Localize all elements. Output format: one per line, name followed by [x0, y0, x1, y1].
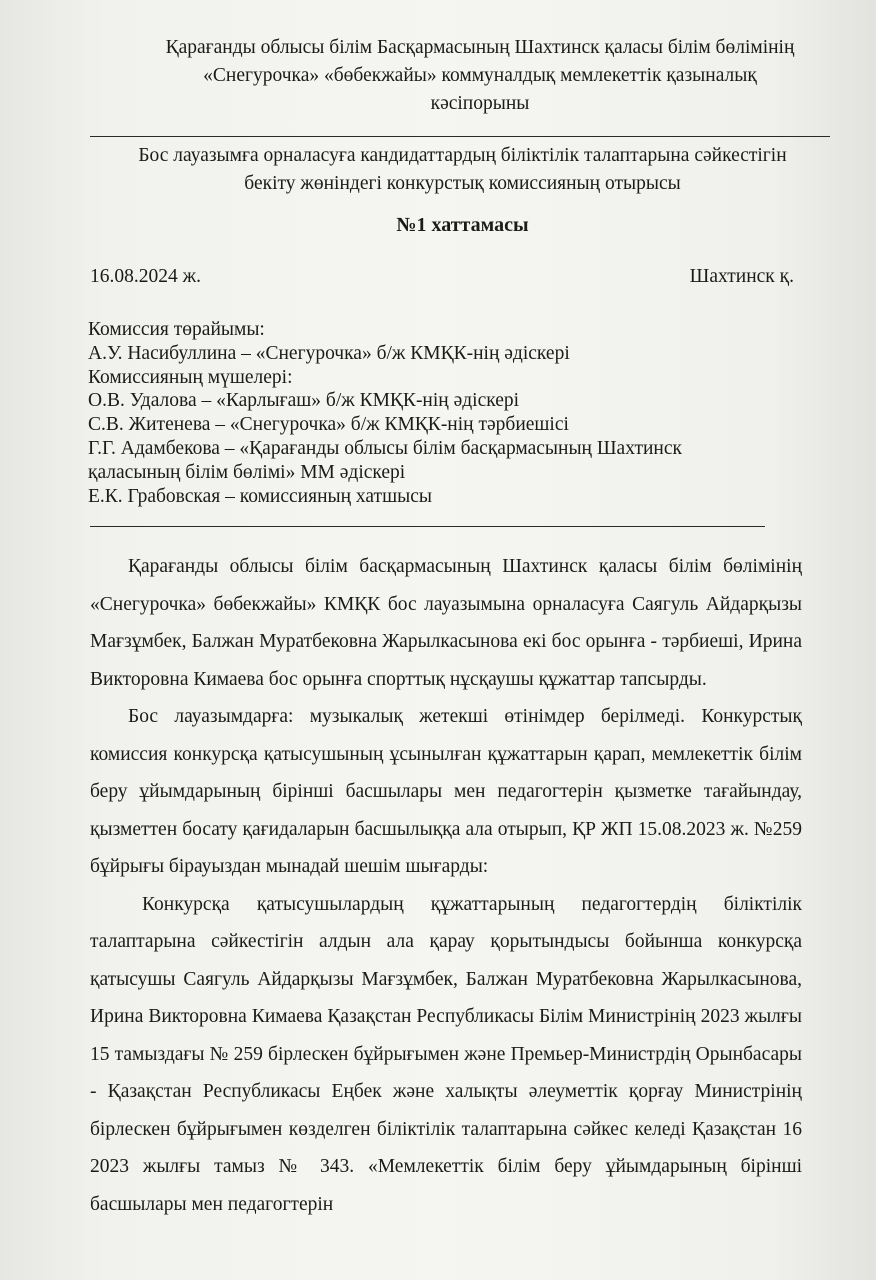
body-paragraph: Қарағанды облысы білім басқармасының Шахтинск қаласы білім бөлімінің «Снегурочка» бөбекжайы» КМҚК бос лауазымына орналасуға Саягуль Айдарқызы Мағзұмбек, Балжан Муратбековна Жарылкасынова екі бос орынға - тәрбиеші, Ирина Викторовна Кимаева бос орынға спорттық нұсқаушы құжаттар тапсырды. — [90, 556, 802, 690]
member-line: О.В. Удалова – «Карлығаш» б/ж КМҚК-нің әдіскері — [88, 390, 520, 412]
commission-list — [88, 318, 788, 508]
protocol-body — [90, 548, 802, 1223]
member-line: қаласының білім бөлімі» ММ әдіскері — [88, 461, 406, 483]
chair-label: Комиссия төрайымы: — [88, 319, 265, 340]
header-divider — [90, 136, 830, 137]
organization-header-line: кәсіпорыны — [430, 93, 530, 114]
organization-header-line: «Снегурочка» «бөбекжайы» коммуналдық мемлекеттік қазыналық — [203, 65, 757, 86]
members-label: Комиссияның мүшелері: — [88, 366, 293, 388]
organization-header-line: Қарағанды облысы білім Басқармасының Шахтинск қаласы білім бөлімінің — [165, 37, 795, 58]
meeting-title — [90, 142, 835, 198]
member-line: С.В. Житенева – «Снегурочка» б/ж КМҚК-нің тәрбиешісі — [88, 414, 569, 436]
member-line: Г.Г. Адамбекова – «Қарағанды облысы білім басқармасының Шахтинск — [88, 437, 682, 459]
protocol-city: Шахтинск қ. — [689, 266, 794, 287]
members-divider — [90, 526, 765, 527]
member-line: Е.К. Грабовская – комиссияның хатшысы — [88, 485, 432, 507]
organization-header — [120, 34, 840, 118]
meeting-title-line: бекіту жөніндегі конкурстық комиссияның отырысы — [244, 173, 681, 194]
body-paragraph: Бос лауазымдарға: музыкалық жетекші өтінімдер берілмеді. Конкурстық комиссия конкурсқа қатысушының ұсынылған құжаттарын қарап, мемлекеттік білім беру ұйымдарының бірінші басшылары мен педагогтерін қызметке тағайындау, қызметтен босату қағидаларын басшылыққа ала отырып, ҚР ЖП 15.08.2023 ж. №259 бұйрығы бірауыздан мынадай шешім шығарды: — [90, 706, 802, 877]
protocol-date: 16.08.2024 ж. — [90, 266, 201, 287]
chair-name: А.У. Насибуллина – «Снегурочка» б/ж КМҚК-нің әдіскері — [88, 342, 570, 364]
body-paragraph: Конкурсқа қатысушылардың құжаттарының педагогтердің біліктілік талаптарына сәйкестігін алдын ала қарау қорытындысы бойынша конкурсқа қатысушы Саягуль Айдарқызы Мағзұмбек, Балжан Муратбековна Жарылкасынова, Ирина Викторовна Кимаева Қазақстан Республикасы Білім Министрінің 2023 жылғы 15 тамыздағы № 259 бірлескен бұйрығымен және Премьер-Министрдің Орынбасары - Қазақстан Республикасы Еңбек және халықты әлеуметтік қорғау Министрінің бірлескен бұйрығымен көзделген біліктілік талаптарына сәйкес келеді Қазақстан 16 2023 жылғы тамыз № 343. «Мемлекеттік білім беру ұйымдарының бірінші басшылары мен педагогтерін — [90, 893, 802, 1215]
meeting-title-line: Бос лауазымға орналасуға кандидаттардың біліктілік талаптарына сәйкестігін — [138, 145, 787, 166]
protocol-title: №1 хаттамасы — [396, 214, 529, 236]
